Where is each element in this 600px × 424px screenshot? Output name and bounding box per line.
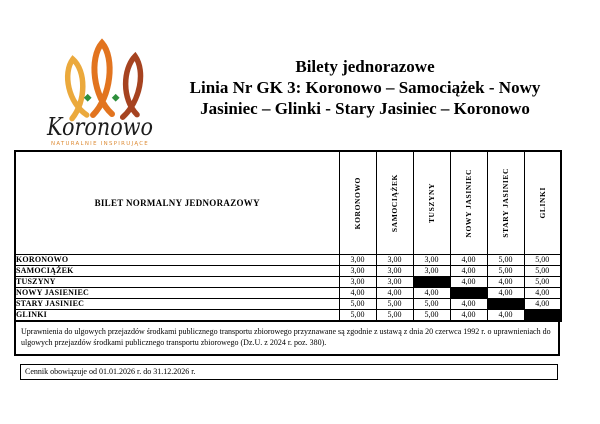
corner-header: BILET NORMALNY JEDNORAZOWY bbox=[15, 151, 339, 255]
price-cell: 4,00 bbox=[339, 288, 376, 299]
column-header-label: NOWY JASINIEC bbox=[464, 168, 473, 238]
column-header-label: STARY JASINIEC bbox=[501, 168, 510, 238]
column-header bbox=[376, 151, 413, 255]
price-cell: 3,00 bbox=[339, 277, 376, 288]
price-cell: 3,00 bbox=[413, 255, 450, 266]
column-header bbox=[450, 151, 487, 255]
table-row bbox=[15, 310, 561, 322]
row-label: KORONOWO bbox=[15, 255, 339, 266]
price-cell: 3,00 bbox=[376, 277, 413, 288]
price-cell: 3,00 bbox=[339, 255, 376, 266]
koronowo-logo bbox=[42, 34, 158, 148]
price-cell: 4,00 bbox=[524, 299, 561, 310]
column-header bbox=[487, 151, 524, 255]
price-cell: 4,00 bbox=[450, 277, 487, 288]
koronowo-crown-icon bbox=[42, 34, 158, 148]
price-cell: 4,00 bbox=[376, 288, 413, 299]
column-header bbox=[413, 151, 450, 255]
logo-script-text: Koronowo bbox=[46, 113, 154, 141]
row-label: STARY JASINIEC bbox=[15, 299, 339, 310]
blackout-cell bbox=[487, 299, 524, 310]
column-header-label: TUSZYNY bbox=[427, 182, 436, 224]
blackout-cell bbox=[450, 288, 487, 299]
price-cell: 5,00 bbox=[413, 310, 450, 322]
price-cell: 4,00 bbox=[487, 277, 524, 288]
price-cell: 4,00 bbox=[450, 255, 487, 266]
table-row bbox=[15, 255, 561, 266]
validity-box bbox=[20, 364, 558, 380]
footnote-text: Uprawnienia do ulgowych przejazdów środkami publicznego transportu zbiorowego przyznawane są zgodnie z ustawą z dnia 20 czerwca 1992 r. o uprawnieniach do ulgowych przejazdów środkami publicznego transportu zbiorowego (Dz.U. z 2024 r. poz. 380). bbox=[21, 327, 551, 347]
green-dot-right-icon bbox=[112, 94, 120, 102]
title-line-3: Jasiniec – Glinki - Stary Jasiniec – Koronowo bbox=[200, 99, 530, 118]
price-cell: 5,00 bbox=[376, 310, 413, 322]
table-row bbox=[15, 299, 561, 310]
price-cell: 5,00 bbox=[524, 277, 561, 288]
price-cell: 4,00 bbox=[450, 266, 487, 277]
validity-text: Cennik obowiązuje od 01.01.2026 r. do 31.12.2026 r. bbox=[25, 367, 196, 376]
fare-table-body bbox=[15, 255, 561, 322]
price-cell: 5,00 bbox=[339, 299, 376, 310]
price-cell: 5,00 bbox=[524, 255, 561, 266]
price-cell: 3,00 bbox=[376, 255, 413, 266]
column-header-label: SAMOCIĄŻEK bbox=[390, 173, 399, 233]
price-cell: 3,00 bbox=[376, 266, 413, 277]
price-cell: 5,00 bbox=[339, 310, 376, 322]
row-label: SAMOCIĄŻEK bbox=[15, 266, 339, 277]
price-cell: 3,00 bbox=[413, 266, 450, 277]
row-label: GLINKI bbox=[15, 310, 339, 322]
table-row bbox=[15, 277, 561, 288]
price-cell: 3,00 bbox=[339, 266, 376, 277]
row-label: NOWY JASIENIEC bbox=[15, 288, 339, 299]
column-header-label: KORONOWO bbox=[353, 176, 362, 230]
ribbon-left-icon bbox=[66, 58, 87, 118]
logo-tagline: NATURALNIE INSPIRUJĄCE bbox=[51, 141, 149, 147]
fare-table bbox=[14, 150, 562, 322]
price-cell: 5,00 bbox=[487, 255, 524, 266]
ribbon-middle-icon bbox=[93, 43, 112, 115]
price-cell: 4,00 bbox=[413, 288, 450, 299]
price-cell: 4,00 bbox=[487, 310, 524, 322]
column-header-label: GLINKI bbox=[537, 187, 547, 219]
price-cell: 5,00 bbox=[376, 299, 413, 310]
fare-table-header-row bbox=[15, 151, 561, 255]
table-row bbox=[15, 288, 561, 299]
ribbon-right-icon bbox=[122, 55, 143, 118]
footnote-box bbox=[14, 321, 560, 356]
green-dot-left-icon bbox=[84, 94, 92, 102]
column-header bbox=[524, 151, 561, 255]
price-cell: 5,00 bbox=[487, 266, 524, 277]
table-row bbox=[15, 266, 561, 277]
price-cell: 4,00 bbox=[450, 299, 487, 310]
row-label: TUSZYNY bbox=[15, 277, 339, 288]
price-cell: 4,00 bbox=[487, 288, 524, 299]
blackout-cell bbox=[413, 277, 450, 288]
title-line-2: Linia Nr GK 3: Koronowo – Samociążek - Nowy bbox=[189, 78, 541, 97]
price-cell: 4,00 bbox=[450, 310, 487, 322]
title-line-1: Bilety jednorazowe bbox=[295, 57, 435, 76]
fare-table-section bbox=[14, 150, 560, 380]
column-header bbox=[339, 151, 376, 255]
price-cell: 5,00 bbox=[413, 299, 450, 310]
blackout-cell bbox=[524, 310, 561, 322]
price-cell: 5,00 bbox=[524, 266, 561, 277]
price-cell: 4,00 bbox=[524, 288, 561, 299]
page-title bbox=[160, 56, 570, 119]
